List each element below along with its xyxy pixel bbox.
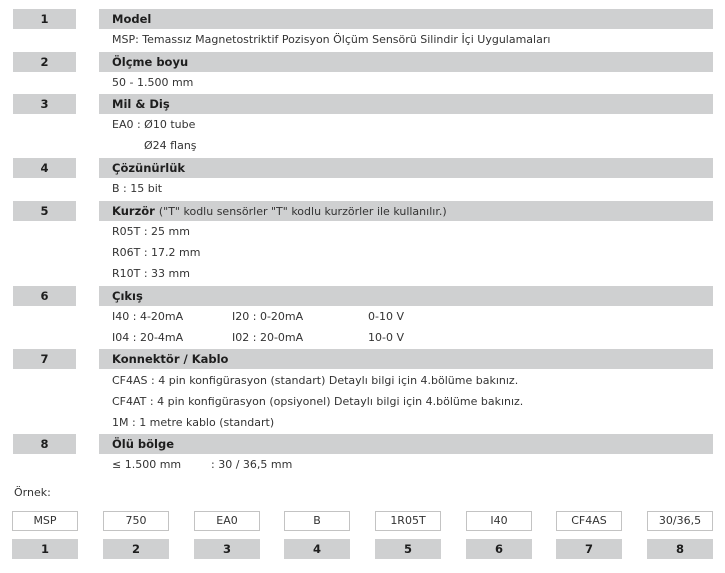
section-line: EA0 : Ø10 tube (112, 118, 196, 131)
section-number: 6 (13, 286, 76, 306)
example-value-box: 750 (103, 511, 169, 531)
section-number: 7 (13, 349, 76, 369)
example-value-box: MSP (12, 511, 78, 531)
section-line: 50 - 1.500 mm (112, 76, 194, 89)
section-line: R06T : 17.2 mm (112, 246, 201, 259)
output-cell: I20 : 0-20mA (232, 310, 304, 323)
section-title: Mil & Diş (99, 94, 713, 114)
output-cell: 0-10 V (368, 310, 404, 323)
section-number: 2 (13, 52, 76, 72)
example-value-box: B (284, 511, 350, 531)
section-line: MSP: Temassız Magnetostriktif Pozisyon Ölçüm Sensörü Silindir İçi Uygulamaları (112, 33, 551, 46)
example-value-box: 1R05T (375, 511, 441, 531)
output-cell: I40 : 4-20mA (112, 310, 184, 323)
section-number: 3 (13, 94, 76, 114)
section-line: Ø24 flanş (144, 139, 197, 152)
section-title (99, 201, 713, 221)
example-value-box: EA0 (194, 511, 260, 531)
example-value-box: CF4AS (556, 511, 622, 531)
example-value-box: 30/36,5 (647, 511, 713, 531)
example-number: 4 (284, 539, 350, 559)
section-title: Çözünürlük (99, 158, 713, 178)
section-line: 1M : 1 metre kablo (standart) (112, 416, 275, 429)
output-cell: 10-0 V (368, 331, 404, 344)
section-line: ≤ 1.500 mm (112, 458, 182, 471)
section-line: CF4AS : 4 pin konfigürasyon (standart) Detaylı bilgi için 4.bölüme bakınız. (112, 374, 519, 387)
section-title: Konnektör / Kablo (99, 349, 713, 369)
example-number: 7 (556, 539, 622, 559)
section-number: 4 (13, 158, 76, 178)
example-number: 2 (103, 539, 169, 559)
section-title: Çıkış (99, 286, 713, 306)
example-number: 5 (375, 539, 441, 559)
example-number: 8 (647, 539, 713, 559)
section-title: Model (99, 9, 713, 29)
example-label: Örnek: (14, 486, 51, 499)
output-cell: I04 : 20-4mA (112, 331, 184, 344)
section-line: : 30 / 36,5 mm (211, 458, 293, 471)
section-title: Ölçme boyu (99, 52, 713, 72)
example-number: 3 (194, 539, 260, 559)
output-cell: I02 : 20-0mA (232, 331, 304, 344)
section-line: CF4AT : 4 pin konfigürasyon (opsiyonel) Detaylı bilgi için 4.bölüme bakınız. (112, 395, 524, 408)
section-title: Ölü bölge (99, 434, 713, 454)
section-line: R05T : 25 mm (112, 225, 190, 238)
section-number: 1 (13, 9, 76, 29)
section-number: 8 (13, 434, 76, 454)
section-line: R10T : 33 mm (112, 267, 190, 280)
section-number: 5 (13, 201, 76, 221)
section-title-note: ("T" kodlu sensörler "T" kodlu kurzörler ile kullanılır.) (158, 205, 447, 218)
section-title-text: Kurzör (112, 204, 155, 218)
section-line: B : 15 bit (112, 182, 163, 195)
example-value-box: I40 (466, 511, 532, 531)
example-number: 6 (466, 539, 532, 559)
example-number: 1 (12, 539, 78, 559)
